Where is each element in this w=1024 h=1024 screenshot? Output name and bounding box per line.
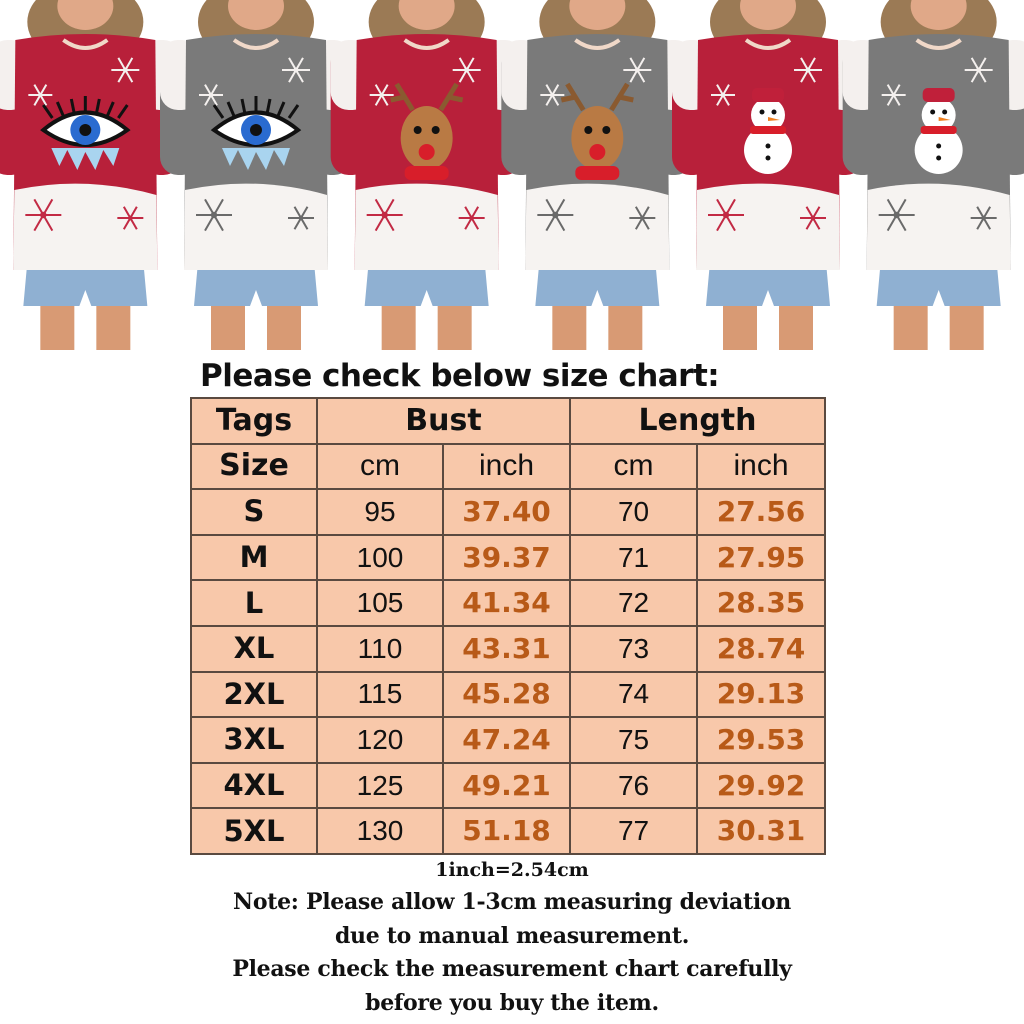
size-cell: L: [191, 580, 317, 626]
length-inch-cell: 29.13: [697, 672, 825, 718]
model-photo: [331, 0, 523, 350]
length-cm-cell: 72: [570, 580, 697, 626]
table-row: [191, 672, 825, 718]
bust-cm-cell: 95: [317, 489, 443, 535]
length-cm-cell: 76: [570, 763, 697, 809]
length-inch-cell: 27.95: [697, 535, 825, 581]
length-cm-cell: 70: [570, 489, 697, 535]
bust-inch-cell: 49.21: [443, 763, 570, 809]
length-cm-header: cm: [570, 444, 697, 490]
length-inch-cell: 30.31: [697, 808, 825, 854]
length-cm-cell: 74: [570, 672, 697, 718]
table-row: [191, 626, 825, 672]
bust-cm-cell: 105: [317, 580, 443, 626]
size-cell: M: [191, 535, 317, 581]
length-cm-cell: 73: [570, 626, 697, 672]
model-photo: [160, 0, 352, 350]
bust-cm-cell: 125: [317, 763, 443, 809]
length-inch-cell: 29.53: [697, 717, 825, 763]
size-cell: 5XL: [191, 808, 317, 854]
size-header: Size: [191, 444, 317, 490]
bust-inch-cell: 41.34: [443, 580, 570, 626]
product-photo-strip: [0, 0, 1024, 350]
note-line-3: Please check the measurement chart carefully: [232, 956, 792, 982]
bust-cm-cell: 120: [317, 717, 443, 763]
length-cm-cell: 71: [570, 535, 697, 581]
size-cell: S: [191, 489, 317, 535]
bust-header: Bust: [317, 398, 570, 444]
bust-inch-header: inch: [443, 444, 570, 490]
note-line-2: due to manual measurement.: [334, 922, 690, 949]
conversion-note: 1inch=2.54cm: [435, 859, 589, 881]
bust-inch-cell: 43.31: [443, 626, 570, 672]
length-inch-cell: 28.74: [697, 626, 825, 672]
model-photo: [843, 0, 1024, 350]
model-photo: [672, 0, 864, 350]
length-inch-header: inch: [697, 444, 825, 490]
notes-block: [150, 854, 874, 1020]
header-row-units: [191, 444, 825, 490]
bust-inch-cell: 51.18: [443, 808, 570, 854]
bust-inch-cell: 39.37: [443, 535, 570, 581]
note-line-1: Note: Please allow 1-3cm measuring deviation: [233, 889, 791, 915]
size-cell: XL: [191, 626, 317, 672]
note-line-4: before you buy the item.: [365, 989, 659, 1016]
header-row-group: [191, 398, 825, 444]
table-row: [191, 808, 825, 854]
size-cell: 2XL: [191, 672, 317, 718]
bust-cm-cell: 110: [317, 626, 443, 672]
size-cell: 4XL: [191, 763, 317, 809]
bust-inch-cell: 47.24: [443, 717, 570, 763]
length-inch-cell: 27.56: [697, 489, 825, 535]
table-row: [191, 763, 825, 809]
length-header: Length: [570, 398, 825, 444]
model-photo: [501, 0, 693, 350]
tags-header: Tags: [191, 398, 317, 444]
bust-inch-cell: 45.28: [443, 672, 570, 718]
bust-cm-cell: 100: [317, 535, 443, 581]
table-row: [191, 489, 825, 535]
bust-cm-cell: 115: [317, 672, 443, 718]
size-chart-table: [190, 397, 826, 855]
model-photo: [0, 0, 181, 350]
table-row: [191, 717, 825, 763]
table-row: [191, 535, 825, 581]
length-cm-cell: 75: [570, 717, 697, 763]
length-inch-cell: 29.92: [697, 763, 825, 809]
bust-inch-cell: 37.40: [443, 489, 570, 535]
size-chart-heading: Please check below size chart:: [200, 358, 720, 394]
bust-cm-header: cm: [317, 444, 443, 490]
length-inch-cell: 28.35: [697, 580, 825, 626]
table-row: [191, 580, 825, 626]
length-cm-cell: 77: [570, 808, 697, 854]
bust-cm-cell: 130: [317, 808, 443, 854]
size-cell: 3XL: [191, 717, 317, 763]
